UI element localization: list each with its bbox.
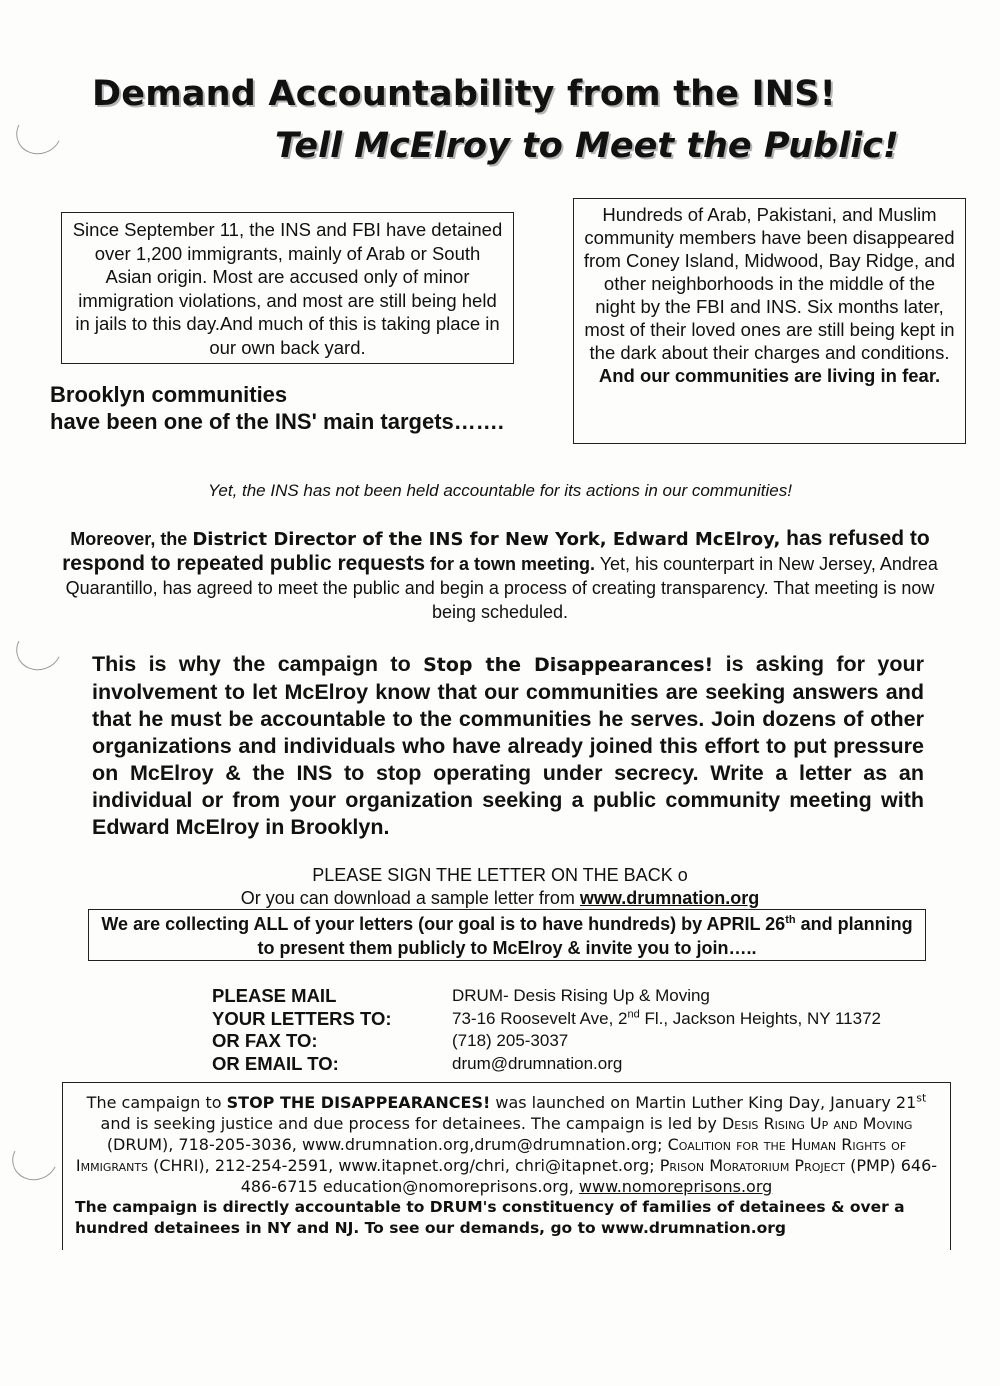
intro-text: Since September 11, the INS and FBI have detained over 1,200 immigrants, mainly of Arab or South Asian origin. Most are accused only of minor immigration violations, and most are still being held in jails to this day.And much of this is taking place in our own back yard.	[72, 219, 503, 358]
footer-campaign-name: STOP THE DISAPPEARANCES!	[226, 1093, 491, 1112]
footer-part: and is seeking justice and due process for detainees. The campaign is led by	[100, 1114, 722, 1133]
collecting-box	[88, 909, 926, 961]
mail-labels	[212, 985, 392, 1075]
accountability-statement: Yet, the INS has not been held accountable for its actions in our communities!	[207, 481, 792, 500]
footer-text	[75, 1092, 938, 1197]
address-sup: nd	[627, 1007, 640, 1020]
campaign-paragraph	[92, 651, 924, 841]
new-jersey-text: Yet, his counterpart in New Jersey, Andrea Quarantillo, has agreed to meet the public and begin a process of creating transparency. That meeting is now being scheduled.	[65, 554, 938, 622]
disappeared-text: Hundreds of Arab, Pakistani, and Muslim community members have been disappeared from Coney Island, Midwood, Bay Ridge, and other neighborhoods in the middle of the night by the FBI and INS. Six months later, most of their loved ones are still being kept in the dark about their charges and conditions.	[583, 204, 956, 363]
binder-hole-mark	[10, 621, 68, 676]
footer-accountable: The campaign is directly accountable to DRUM's constituency of families of detainees & over a hundred detainees in NY and NJ. To see our demands, go to www.drumnation.org	[75, 1198, 905, 1237]
nomoreprisons-link[interactable]: www.nomoreprisons.org	[578, 1177, 773, 1196]
sign-letter-text: PLEASE SIGN THE LETTER ON THE BACK o	[312, 865, 688, 885]
brooklyn-line-1: Brooklyn communities	[50, 382, 288, 407]
mail-label: PLEASE MAIL	[212, 985, 337, 1006]
disappeared-box	[573, 198, 966, 444]
page-title: Demand Accountability from the INS!	[92, 74, 836, 114]
footer-part: was launched on Martin Luther King Day, January 21	[490, 1093, 917, 1112]
mail-label: OR EMAIL TO:	[212, 1052, 339, 1074]
binder-hole-mark	[10, 105, 68, 160]
download-text: Or you can download a sample letter from	[240, 888, 580, 908]
footer-part: The campaign to	[86, 1093, 227, 1112]
director-name: District Director of the INS for New York, Edward McElroy,	[192, 529, 781, 550]
brooklyn-heading	[50, 381, 504, 435]
campaign-lead: This is why the campaign to	[92, 652, 424, 676]
address-part: 73-16 Roosevelt Ave, 2	[452, 1008, 628, 1028]
moreover-paragraph	[60, 527, 940, 624]
org-name: DRUM- Desis Rising Up & Moving	[452, 986, 710, 1005]
footer-part: (CHRI), 212-254-2591, www.itapnet.org/chri, chri@itapnet.org;	[148, 1156, 660, 1175]
footer-box	[62, 1082, 951, 1250]
collecting-text-2: and planning to present them publicly to McElroy & invite you to join…..	[257, 914, 913, 958]
mail-address	[452, 1008, 881, 1031]
brooklyn-line-2: have been one of the INS' main targets…….	[50, 409, 504, 434]
footer-part: (PMP) 646-486-6715 education@nomoreprisons.org,	[240, 1156, 938, 1196]
mail-values	[452, 985, 881, 1075]
campaign-body: is asking for your involvement to let McElroy know that our communities are seeking answers and that he must be accountable to the communities he serves. Join dozens of other organizations and individuals who have already joined this effort to put pressure on McElroy & the INS to stop operating under secrecy. Write a letter as an individual or from your organization seeking a public community meeting with Edward McElroy in Brooklyn.	[92, 652, 925, 839]
intro-box	[61, 212, 514, 364]
campaign-name: Stop the Disappearances!	[423, 654, 714, 676]
mail-label: YOUR LETTERS TO:	[212, 1007, 392, 1029]
collecting-sup: th	[785, 914, 796, 926]
town-meeting-text: for a town meeting.	[425, 554, 596, 574]
drumnation-link[interactable]: www.drumnation.org	[579, 888, 760, 908]
collecting-text-1: We are collecting ALL of your letters (our goal is to have hundreds) by APRIL 26	[101, 914, 786, 934]
address-part: Fl., Jackson Heights, NY 11372	[639, 1008, 882, 1028]
page-subtitle: Tell McElroy to Meet the Public!	[275, 126, 899, 166]
mail-label: OR FAX TO:	[212, 1030, 318, 1051]
footer-part: (DRUM), 718-205-3036, www.drumnation.org,drum@drumnation.org;	[106, 1135, 668, 1154]
footer-org-drum: Desis Rising Up and Moving	[721, 1114, 913, 1133]
download-line	[0, 887, 1000, 910]
moreover-lead: Moreover, the	[70, 529, 193, 549]
fax-number: (718) 205-3037	[452, 1031, 569, 1050]
footer-sup: st	[916, 1091, 927, 1105]
sign-instructions	[0, 864, 1000, 910]
footer-org-chri: Coalition for the Human Rights of Immigrants	[75, 1135, 907, 1175]
footer-org-pmp: Prison Moratorium Project	[659, 1156, 845, 1175]
disappeared-bold-text: And our communities are living in fear.	[598, 365, 941, 386]
email-address[interactable]: drum@drumnation.org	[452, 1053, 623, 1073]
refused-text: has refused to respond to repeated public requests	[62, 527, 930, 575]
binder-hole-mark	[6, 1131, 64, 1186]
